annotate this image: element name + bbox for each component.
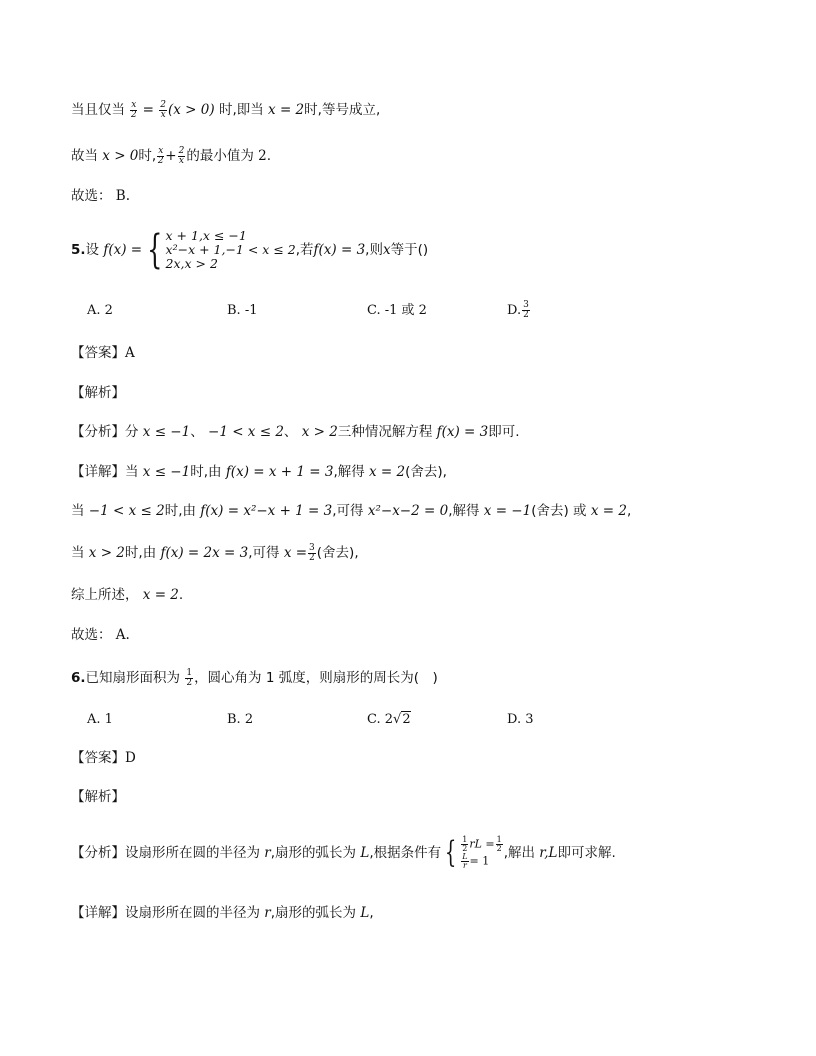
math: x = 2 xyxy=(590,503,627,519)
text: 设 xyxy=(85,242,100,258)
answer-value: D xyxy=(125,750,136,766)
text: ,可得 xyxy=(248,545,280,561)
text: ,若 xyxy=(295,242,314,258)
text: 时,等号成立, xyxy=(304,102,381,118)
text: , xyxy=(369,905,374,921)
label: 【详解】 xyxy=(71,905,125,921)
math: = xyxy=(142,102,154,118)
text: ,解得 xyxy=(448,503,480,519)
fraction: $\frac{3}{2}$ xyxy=(309,542,315,563)
q5-answer xyxy=(71,343,135,363)
text: (舍去) 或 xyxy=(531,503,587,519)
text: 当且仅当 xyxy=(71,102,125,118)
q5-detail-1 xyxy=(71,462,447,482)
math: + xyxy=(165,148,177,164)
text: 故选： xyxy=(71,188,112,204)
fraction: $\frac{3}{2}$ xyxy=(523,300,529,320)
question-6 xyxy=(71,668,438,688)
piecewise-function: { x + 1,x ≤ −1 x²−x + 1,−1 < x ≤ 2 2x,x > 2 xyxy=(147,227,296,273)
q5-option-a[interactable]: A. 2 xyxy=(87,303,113,318)
question-5 xyxy=(71,228,428,272)
text: 时,由 xyxy=(164,503,196,519)
q6-fenxi xyxy=(71,828,616,878)
text: D. xyxy=(507,303,522,318)
text: 即可. xyxy=(488,424,520,440)
text: (舍去), xyxy=(405,464,447,480)
text: ,则 xyxy=(365,242,383,258)
math: x ≤ −1 xyxy=(142,464,191,480)
math: −1 < x ≤ 2 xyxy=(208,424,284,440)
text: (舍去), xyxy=(316,545,359,561)
equation-system: { $\frac{1}{2}$ rL = $\frac{1}{2}$ $\frac{L}{r}$ = 1 xyxy=(444,835,502,870)
sqrt-symbol: √2 xyxy=(393,712,411,727)
math: (x > 0) xyxy=(168,102,215,118)
math: r,L xyxy=(539,845,558,861)
q5-detail-3 xyxy=(71,543,359,563)
q6-option-d[interactable]: D. 3 xyxy=(507,712,534,727)
text: 已知扇形面积为 xyxy=(85,670,181,686)
math: x = −1 xyxy=(483,503,532,519)
text: A. xyxy=(115,627,130,643)
answer-label: 【答案】 xyxy=(71,345,125,361)
text: 当 xyxy=(71,545,85,561)
math: x = 2 xyxy=(142,587,179,603)
math: −1 < x ≤ 2 xyxy=(88,503,165,519)
q5-option-c[interactable]: C. -1 或 2 xyxy=(367,303,427,318)
text: ，圆心角为 1 弧度，则扇形的周长为( ) xyxy=(194,670,438,686)
text: 三种情况解方程 xyxy=(337,424,433,440)
fraction: $\frac{2}{x}$ xyxy=(178,145,185,166)
text: ,扇形的弧长为 xyxy=(270,845,357,861)
math: x xyxy=(382,242,391,258)
q5-detail-4 xyxy=(71,585,183,605)
text: 故选： xyxy=(71,627,112,643)
text: 时,由 xyxy=(124,545,157,561)
q5-option-b[interactable]: B. -1 xyxy=(227,303,258,318)
text: 设扇形所在圆的半径为 xyxy=(125,905,260,921)
math: f(x) = x²−x + 1 = 3 xyxy=(200,503,333,519)
text: 分 xyxy=(125,424,139,440)
math: x > 0 xyxy=(102,148,139,164)
text: . xyxy=(266,148,272,164)
fraction: $\frac{x}{2}$ xyxy=(130,99,137,120)
text: B. xyxy=(115,188,131,204)
answer-label: 【答案】 xyxy=(71,750,125,766)
solution-line-choice xyxy=(71,186,130,206)
fraction: $\frac{1}{2}$ xyxy=(186,667,193,688)
text: . xyxy=(178,587,184,603)
text: ,可得 xyxy=(332,503,364,519)
fraction: $\frac{x}{2}$ xyxy=(157,145,164,166)
text: ,解得 xyxy=(333,464,365,480)
math: L xyxy=(360,905,370,921)
q5-detail-5 xyxy=(71,625,130,645)
text: 时,即当 xyxy=(218,102,264,118)
math: L xyxy=(360,845,370,861)
math: f(x) = x + 1 = 3 xyxy=(225,464,334,480)
math: f(x) = 2x = 3 xyxy=(160,545,249,561)
text: 当 xyxy=(125,464,139,480)
math: x ≤ −1 xyxy=(142,424,191,440)
math: x = xyxy=(283,545,308,561)
q6-option-c[interactable] xyxy=(367,710,411,730)
text: 即可求解. xyxy=(557,845,616,861)
label: 【分析】 xyxy=(71,845,125,861)
answer-value: A xyxy=(125,345,135,361)
text: 、 xyxy=(190,424,204,440)
q6-analysis-label: 【解析】 xyxy=(71,789,125,805)
math: f(x) = 3 xyxy=(313,242,366,258)
solution-line-equality-condition xyxy=(71,100,380,120)
text: 故当 xyxy=(71,148,98,164)
math: x = 2 xyxy=(369,464,406,480)
q5-detail-2 xyxy=(71,501,631,521)
math: x = 2 xyxy=(268,102,305,118)
text: , xyxy=(626,503,632,519)
label: 【分析】 xyxy=(71,424,125,440)
q5-analysis-label: 【解析】 xyxy=(71,385,125,401)
q6-answer xyxy=(71,748,136,768)
question-number: 6. xyxy=(71,670,86,686)
math: x > 2 xyxy=(88,545,125,561)
text: 设扇形所在圆的半径为 xyxy=(125,845,260,861)
q5-option-d[interactable] xyxy=(507,301,531,321)
question-number: 5. xyxy=(71,242,86,258)
math: f(x) = xyxy=(103,242,143,258)
text: 、 xyxy=(283,424,298,440)
solution-line-minimum xyxy=(71,146,271,166)
math: r xyxy=(264,905,271,921)
math: x²−x−2 = 0 xyxy=(367,503,449,519)
text: 时,由 xyxy=(190,464,222,480)
q6-option-a[interactable]: A. 1 xyxy=(87,712,113,727)
math: x > 2 xyxy=(301,424,338,440)
text: ,扇形的弧长为 xyxy=(270,905,357,921)
text: ,解出 xyxy=(503,845,535,861)
label: 【详解】 xyxy=(71,464,125,480)
q5-fenxi xyxy=(71,422,520,442)
math: 2 xyxy=(258,148,267,164)
text: C. 2 xyxy=(367,712,394,727)
q6-detail-1 xyxy=(71,903,374,923)
math: f(x) = 3 xyxy=(436,424,489,440)
q6-option-b[interactable]: B. 2 xyxy=(227,712,254,727)
text: 综上所述， xyxy=(71,587,139,603)
text: 时, xyxy=(138,148,157,164)
text: 等于() xyxy=(390,242,429,258)
text: ,根据条件有 xyxy=(369,845,442,861)
text: 的最小值为 xyxy=(186,148,254,164)
text: 当 xyxy=(71,503,85,519)
math: r xyxy=(264,845,271,861)
fraction: $\frac{2}{x}$ xyxy=(160,99,167,120)
